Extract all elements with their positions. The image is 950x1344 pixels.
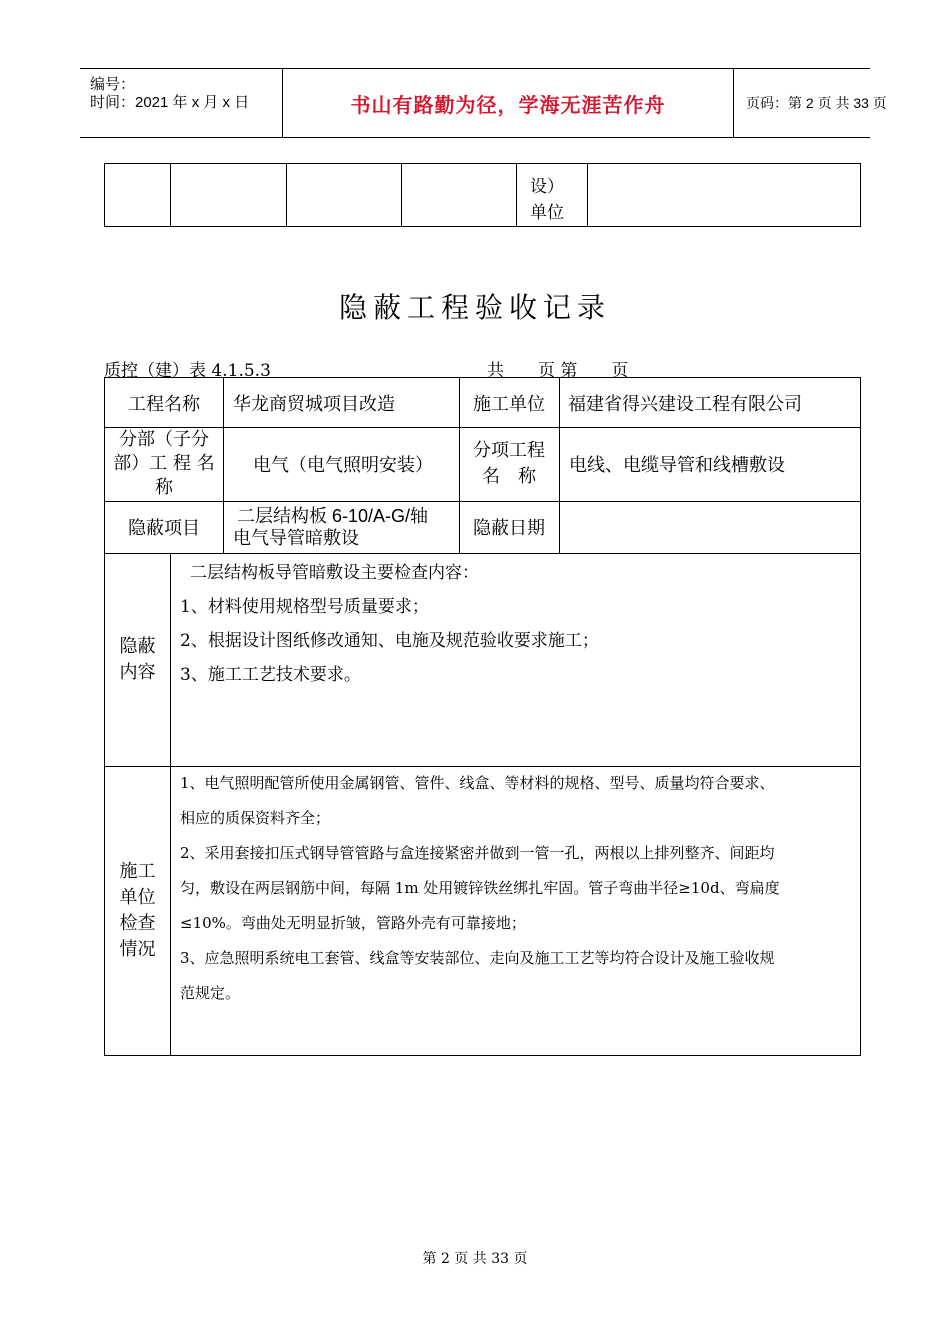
check-label-line: 检查 — [119, 913, 156, 934]
subitem-label-line: 分项工程 — [473, 440, 545, 461]
subitem-label — [459, 427, 559, 501]
hidden-item-label: 隐蔽项目 — [128, 518, 200, 539]
unit-cell — [530, 174, 564, 226]
hidden-date — [569, 501, 859, 553]
content-label-line: 内容 — [119, 661, 156, 683]
subitem-label-line: 名 称 — [482, 466, 536, 487]
project-name-label: 工程名称 — [128, 393, 200, 415]
table-divider — [516, 164, 517, 226]
subitem: 电线、电缆导管和线槽敷设 — [569, 455, 785, 476]
time-label: 时间：2021 年 x 月 x 日 — [90, 94, 250, 111]
row-divider — [105, 553, 860, 554]
content-label-line: 隐蔽 — [119, 635, 156, 657]
hidden-date-label: 隐蔽日期 — [473, 518, 545, 539]
content-label — [105, 553, 170, 766]
check-line: 1、电气照明配管所使用金属钢管、管件、线盒、等材料的规格、型号、质量均符合要求、 — [180, 774, 775, 792]
col-divider — [559, 378, 560, 553]
page-info: 页码：第 2 页 共 33 页 — [746, 95, 887, 111]
table-divider — [587, 164, 588, 226]
check-line: 相应的质保资料齐全； — [180, 809, 331, 827]
project-name: 华龙商贸城项目改造 — [233, 393, 395, 415]
check-line: 匀，敷设在两层钢筋中间，每隔 1m 处用镀锌铁丝绑扎牢固。管子弯曲半径≥10d、弯扁度 — [180, 879, 780, 897]
footer-page: 第 2 页 共 33 页 — [422, 1251, 528, 1267]
content-line: 3、施工工艺技术要求。 — [180, 665, 361, 685]
check-line: 范规定。 — [180, 984, 241, 1002]
content-line: 二层结构板导管暗敷设主要检查内容： — [190, 563, 479, 583]
inspection-table — [104, 377, 861, 1056]
table-divider — [401, 164, 402, 226]
header-page-cell — [734, 69, 887, 137]
content-line: 1、材料使用规格型号质量要求； — [180, 597, 429, 617]
check-line: ≤10%。弯曲处无明显折皱，管路外壳有可靠接地； — [180, 914, 526, 932]
table-divider — [170, 164, 171, 226]
check-line: 2、采用套接扣压式钢导管管路与盒连接紧密并做到一管一孔，两根以上排列整齐、间距均 — [180, 844, 775, 862]
col-divider — [170, 553, 171, 1055]
content-line: 2、根据设计图纸修改通知、电施及规范验收要求施工； — [180, 631, 599, 651]
contractor-label: 施工单位 — [473, 393, 545, 415]
division-label-line: 分部（子分 — [119, 429, 209, 450]
unit-cell-line: 单位 — [530, 203, 564, 223]
motto: 书山有路勤为径，学海无涯苦作舟 — [350, 94, 666, 117]
division-label-line: 部）工 程 名 — [113, 453, 215, 474]
hidden-item-line: 电气导管暗敷设 — [233, 528, 359, 548]
unit-cell-line: 设） — [530, 177, 564, 197]
check-label-line: 情况 — [119, 939, 156, 960]
division-label-line: 称 — [155, 477, 173, 498]
header-meta — [80, 69, 282, 137]
page-counter: 共 页 第 页 — [487, 361, 629, 381]
check-label-line: 施工 — [119, 861, 156, 882]
page-header — [80, 68, 887, 138]
check-label — [105, 766, 170, 1056]
header-motto-cell — [282, 69, 734, 137]
col-divider — [223, 378, 224, 553]
division-label — [105, 427, 223, 501]
contractor: 福建省得兴建设工程有限公司 — [568, 393, 802, 415]
number-label: 编号： — [90, 76, 136, 93]
division: 电气（电气照明安装） — [253, 455, 433, 476]
check-line: 3、应急照明系统电工套管、线盒等安装部位、走向及施工工艺等均符合设计及施工验收规 — [180, 949, 775, 967]
hidden-item-line: 二层结构板 6-10/A-G/轴 — [237, 506, 429, 526]
table-divider — [286, 164, 287, 226]
form-title: 隐蔽工程验收记录 — [338, 291, 611, 324]
hidden-item — [233, 501, 459, 553]
form-code: 质控（建）表 4.1.5.3 — [104, 361, 271, 381]
continued-table — [104, 163, 861, 227]
check-label-line: 单位 — [119, 887, 156, 908]
